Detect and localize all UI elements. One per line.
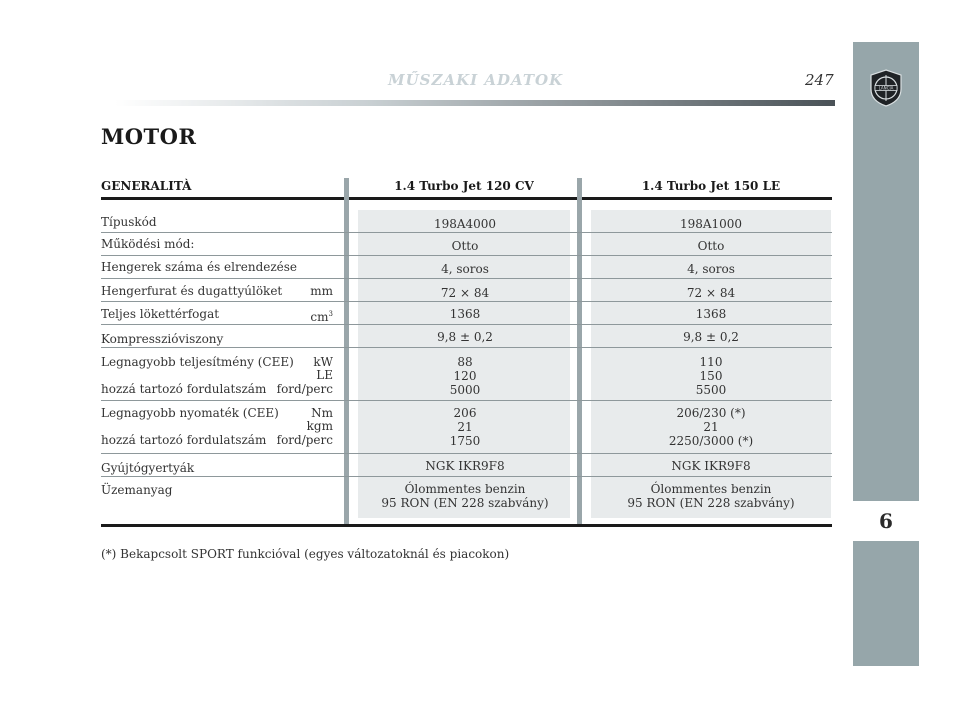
row-unit: Nm — [311, 406, 333, 420]
value-120cv: 88 120 5000 — [449, 355, 481, 397]
row-unit: ford/perc — [276, 382, 333, 396]
row-label: Típuskód — [101, 215, 157, 229]
value-120cv: 9,8 ± 0,2 — [437, 330, 493, 344]
section-title: MŰSZAKI ADATOK — [388, 71, 564, 89]
page-heading: MOTOR — [101, 124, 197, 149]
table-bottom-rule — [101, 524, 832, 527]
row-unit: mm — [310, 284, 333, 298]
value-150le: Otto — [697, 239, 725, 253]
row-unit: ford/perc — [276, 433, 333, 447]
value-150le: 206/230 (*) 21 2250/3000 (*) — [668, 406, 754, 448]
page-number: 247 — [805, 71, 834, 89]
value-150le: 72 × 84 — [686, 286, 736, 300]
value-150le: 9,8 ± 0,2 — [683, 330, 739, 344]
row-label: Működési mód: — [101, 237, 195, 251]
footnote: (*) Bekapcsolt SPORT funkcióval (egyes változatoknál és piacokon) — [101, 547, 510, 561]
value-120cv: 72 × 84 — [440, 286, 490, 300]
row-unit: $cm^3$ — [310, 310, 333, 324]
value-120cv: 206 21 1750 — [449, 406, 481, 448]
lancia-logo-icon — [869, 69, 903, 107]
value-150le: 110 150 5500 — [695, 355, 727, 397]
row-label: Kompresszióviszony — [101, 332, 224, 346]
value-150le: 198A1000 — [679, 217, 743, 231]
value-120cv: Ólommentes benzin 95 RON (EN 228 szabvány) — [381, 482, 549, 510]
table-row — [101, 348, 832, 401]
value-120cv: 1368 — [449, 307, 481, 321]
row-label: Gyújtógyertyák — [101, 461, 195, 475]
value-120cv: Otto — [451, 239, 479, 253]
value-120cv: 4, soros — [441, 262, 489, 276]
value-120cv: 198A4000 — [433, 217, 497, 231]
table-top-rule — [101, 197, 832, 200]
value-150le: Ólommentes benzin 95 RON (EN 228 szabvány) — [627, 482, 795, 510]
table-row — [101, 256, 832, 279]
chapter-tab[interactable] — [853, 501, 919, 541]
value-120cv: NGK IKR9F8 — [425, 459, 505, 473]
table-row — [101, 454, 832, 477]
row-sublabel: hozzá tartozó fordulatszám — [101, 433, 267, 447]
row-label: Teljes lökettérfogat — [101, 307, 220, 321]
logo-text: LANCIA — [878, 85, 894, 91]
value-150le: 1368 — [695, 307, 727, 321]
table-row — [101, 401, 832, 454]
chapter-sidebar — [853, 42, 919, 666]
table-row — [101, 279, 832, 302]
row-label: Hengerfurat és dugattyúlöket — [101, 284, 283, 298]
row-label: Hengerek száma és elrendezése — [101, 260, 298, 274]
table-row — [101, 477, 832, 517]
row-unit: LE — [316, 368, 333, 382]
row-label: Legnagyobb teljesítmény (CEE) — [101, 355, 294, 369]
col-header-generalita: GENERALITÀ — [101, 179, 192, 193]
value-150le: NGK IKR9F8 — [671, 459, 751, 473]
col-header-150le: 1.4 Turbo Jet 150 LE — [641, 179, 781, 193]
col-header-120cv: 1.4 Turbo Jet 120 CV — [394, 179, 534, 193]
row-label: Legnagyobb nyomaték (CEE) — [101, 406, 279, 420]
table-row — [101, 325, 832, 348]
table-row — [101, 233, 832, 256]
row-unit: kgm — [306, 419, 333, 433]
table-row — [101, 302, 832, 325]
value-150le: 4, soros — [687, 262, 735, 276]
row-sublabel: hozzá tartozó fordulatszám — [101, 382, 267, 396]
header-divider — [115, 100, 835, 106]
chapter-number: 6 — [879, 509, 893, 533]
table-row — [101, 210, 832, 233]
row-unit: kW — [313, 355, 333, 369]
row-label: Üzemanyag — [101, 483, 173, 497]
